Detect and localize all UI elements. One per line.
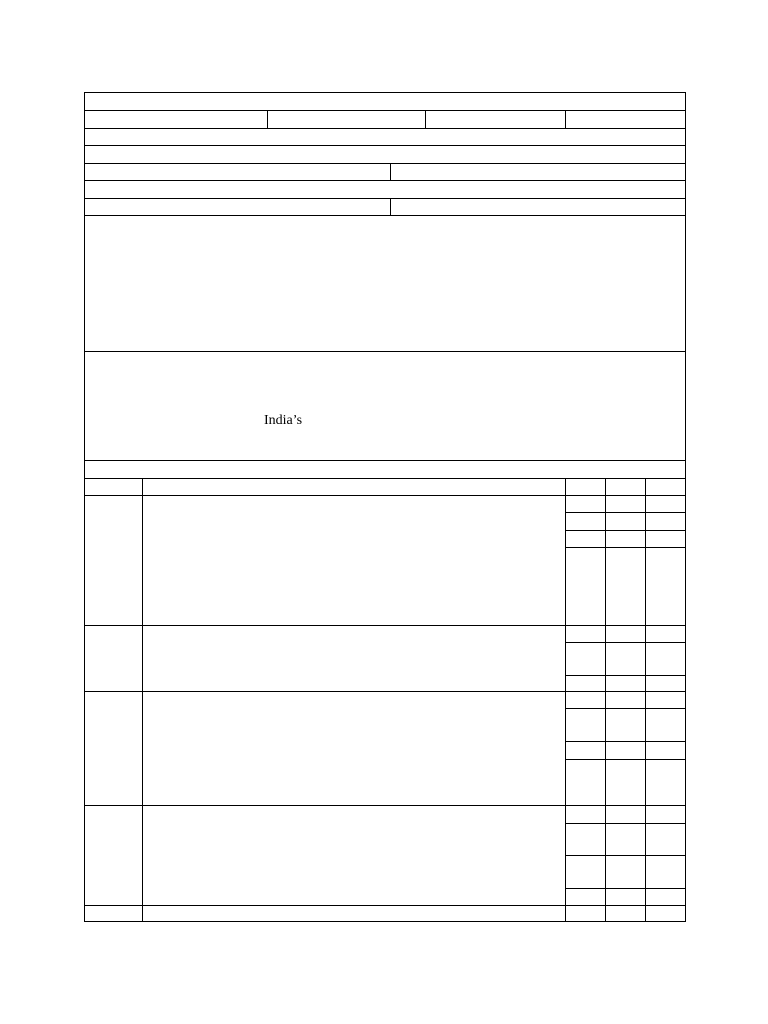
table-rule — [565, 855, 685, 856]
table-rule — [85, 625, 685, 626]
table-rule — [565, 642, 685, 643]
table-rule — [85, 198, 685, 199]
table-rule — [142, 478, 143, 922]
table-rule — [565, 547, 685, 548]
table-rule — [85, 180, 685, 181]
table-rule — [85, 495, 685, 496]
table-rule — [565, 888, 685, 889]
table-rule — [390, 163, 391, 180]
table-rule — [565, 675, 685, 676]
table-rule — [85, 460, 685, 461]
table-rule — [85, 805, 685, 806]
table-rule — [565, 708, 685, 709]
table-rule — [85, 351, 685, 352]
table-rule — [85, 163, 685, 164]
table-rule — [85, 145, 685, 146]
table-rule — [565, 110, 566, 128]
table-rule — [85, 905, 685, 906]
table-rule — [425, 110, 426, 128]
table-rule — [85, 110, 685, 111]
table-rule — [267, 110, 268, 128]
table-rule — [565, 759, 685, 760]
table-rule — [565, 741, 685, 742]
table-rule — [85, 691, 685, 692]
table-rule — [85, 478, 685, 479]
table-rule — [85, 215, 685, 216]
table-rule — [85, 128, 685, 129]
table-rule — [565, 530, 685, 531]
body-text: India’s — [264, 413, 303, 428]
form-table — [84, 92, 686, 922]
table-rule — [390, 198, 391, 215]
table-rule — [565, 823, 685, 824]
table-rule — [565, 512, 685, 513]
